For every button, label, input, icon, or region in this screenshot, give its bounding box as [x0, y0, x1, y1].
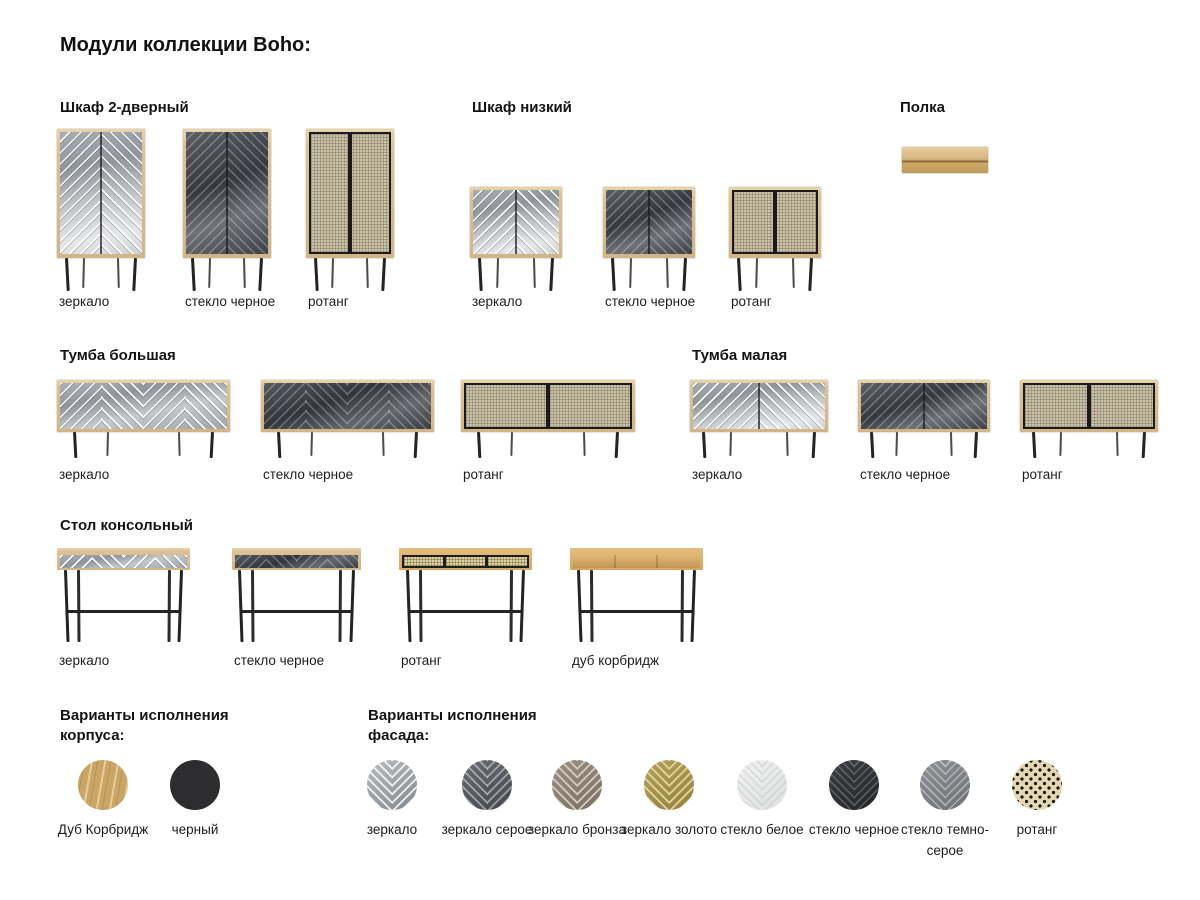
section-heading-console-table: Стол консольный — [60, 517, 193, 534]
product-legs — [858, 432, 990, 458]
section-heading-body-options: Варианты исполнения корпуса: — [60, 707, 229, 744]
product-image — [183, 129, 271, 258]
product-label: стекло черное — [234, 653, 325, 668]
product-cabinet2door-rattan — [306, 129, 394, 310]
product-cabinet2door-black-glass — [183, 129, 276, 310]
product-cabinet-low-black-glass — [603, 187, 695, 310]
product-legs — [470, 258, 562, 291]
swatch-circle — [1012, 760, 1062, 810]
glass-facade — [235, 555, 358, 568]
product-console-rattan — [399, 548, 532, 669]
product-image — [261, 380, 434, 432]
page-title: Модули коллекции Boho: — [60, 34, 311, 56]
product-label: зеркало — [472, 294, 523, 309]
swatch-label: зеркало золото — [620, 822, 718, 837]
product-image — [858, 380, 990, 432]
swatch-label: зеркало серое — [441, 822, 533, 837]
product-label: ротанг — [463, 467, 504, 482]
product-sideboard-large-black-glass — [261, 380, 434, 483]
product-label: ротанг — [308, 294, 349, 309]
section-heading-sideboard-small: Тумба малая — [692, 347, 788, 364]
swatch-circle — [920, 760, 970, 810]
rattan-facade — [732, 190, 818, 254]
product-sideboard-small-black-glass — [858, 380, 990, 483]
rattan-facade — [402, 555, 529, 568]
product-image — [690, 380, 828, 432]
product-sideboard-large-rattan — [461, 380, 635, 483]
product-label: стекло черное — [185, 294, 276, 309]
product-console-black-glass — [232, 548, 361, 669]
product-image — [603, 187, 695, 258]
product-label: зеркало — [59, 467, 110, 482]
body-swatch-black — [140, 760, 250, 841]
product-legs — [461, 432, 635, 458]
product-label: дуб корбридж — [572, 653, 660, 668]
section-heading-facade-options: Варианты исполнения фасада: — [368, 707, 537, 744]
mirror-facade — [693, 383, 825, 429]
product-label: стекло черное — [860, 467, 951, 482]
swatch-circle — [644, 760, 694, 810]
product-legs — [729, 258, 821, 291]
swatch-label: Дуб Корбридж — [57, 822, 149, 837]
mirror-facade — [60, 555, 187, 568]
product-image — [232, 548, 361, 570]
swatch-circle — [462, 760, 512, 810]
product-image — [57, 548, 190, 570]
product-shelf-oak — [902, 147, 988, 173]
swatch-circle — [737, 760, 787, 810]
swatch-label: зеркало бронза — [528, 822, 626, 837]
rattan-facade — [1023, 383, 1155, 429]
swatch-label: ротанг — [1016, 822, 1058, 837]
product-legs — [57, 570, 190, 642]
glass-facade — [606, 190, 692, 254]
product-label: зеркало — [59, 294, 110, 309]
swatch-label: черный — [171, 822, 219, 837]
facade-swatch-mirror — [337, 760, 447, 841]
product-image — [570, 548, 703, 570]
section-heading-sideboard-large: Тумба большая — [60, 347, 176, 364]
swatch-label: стекло темно-серое — [901, 822, 989, 858]
product-cabinet-low-mirror — [470, 187, 562, 310]
swatch-circle — [170, 760, 220, 810]
section-heading-cabinet-2door: Шкаф 2-дверный — [60, 99, 189, 116]
facade-swatch-rattan — [982, 760, 1092, 841]
product-legs — [306, 258, 394, 291]
product-label: ротанг — [1022, 467, 1063, 482]
product-label: ротанг — [401, 653, 442, 668]
mirror-facade — [60, 383, 227, 429]
product-legs — [1020, 432, 1158, 458]
rattan-facade — [309, 132, 391, 254]
product-label: стекло черное — [605, 294, 696, 309]
section-heading-cabinet-low: Шкаф низкий — [472, 99, 572, 116]
swatch-label: стекло черное — [808, 822, 900, 837]
swatch-circle — [829, 760, 879, 810]
mirror-facade — [60, 132, 142, 254]
product-legs — [570, 570, 703, 642]
oak-facade — [573, 555, 700, 568]
product-legs — [603, 258, 695, 291]
section-heading-shelf: Полка — [900, 99, 945, 116]
swatch-label: стекло белое — [720, 822, 804, 837]
product-image — [399, 548, 532, 570]
swatch-label: зеркало — [366, 822, 418, 837]
mirror-facade — [473, 190, 559, 254]
product-cabinet-low-rattan — [729, 187, 821, 310]
product-legs — [261, 432, 434, 458]
product-sideboard-small-mirror — [690, 380, 828, 483]
product-legs — [183, 258, 271, 291]
swatch-circle — [78, 760, 128, 810]
product-legs — [232, 570, 361, 642]
swatch-circle — [552, 760, 602, 810]
product-label: стекло черное — [263, 467, 354, 482]
glass-facade — [861, 383, 987, 429]
product-sideboard-large-mirror — [57, 380, 230, 483]
product-legs — [57, 432, 230, 458]
product-console-oak — [570, 548, 703, 669]
product-image — [57, 380, 230, 432]
product-cabinet2door-mirror — [57, 129, 145, 310]
product-image — [306, 129, 394, 258]
product-image — [729, 187, 821, 258]
product-label: ротанг — [731, 294, 772, 309]
product-image — [57, 129, 145, 258]
product-sideboard-small-rattan — [1020, 380, 1158, 483]
product-legs — [399, 570, 532, 642]
glass-facade — [186, 132, 268, 254]
product-label: зеркало — [692, 467, 743, 482]
product-console-mirror — [57, 548, 190, 669]
product-image — [461, 380, 635, 432]
product-legs — [690, 432, 828, 458]
swatch-circle — [367, 760, 417, 810]
product-label: зеркало — [59, 653, 110, 668]
rattan-facade — [464, 383, 632, 429]
glass-facade — [264, 383, 431, 429]
product-legs — [57, 258, 145, 291]
product-image — [1020, 380, 1158, 432]
product-image — [470, 187, 562, 258]
